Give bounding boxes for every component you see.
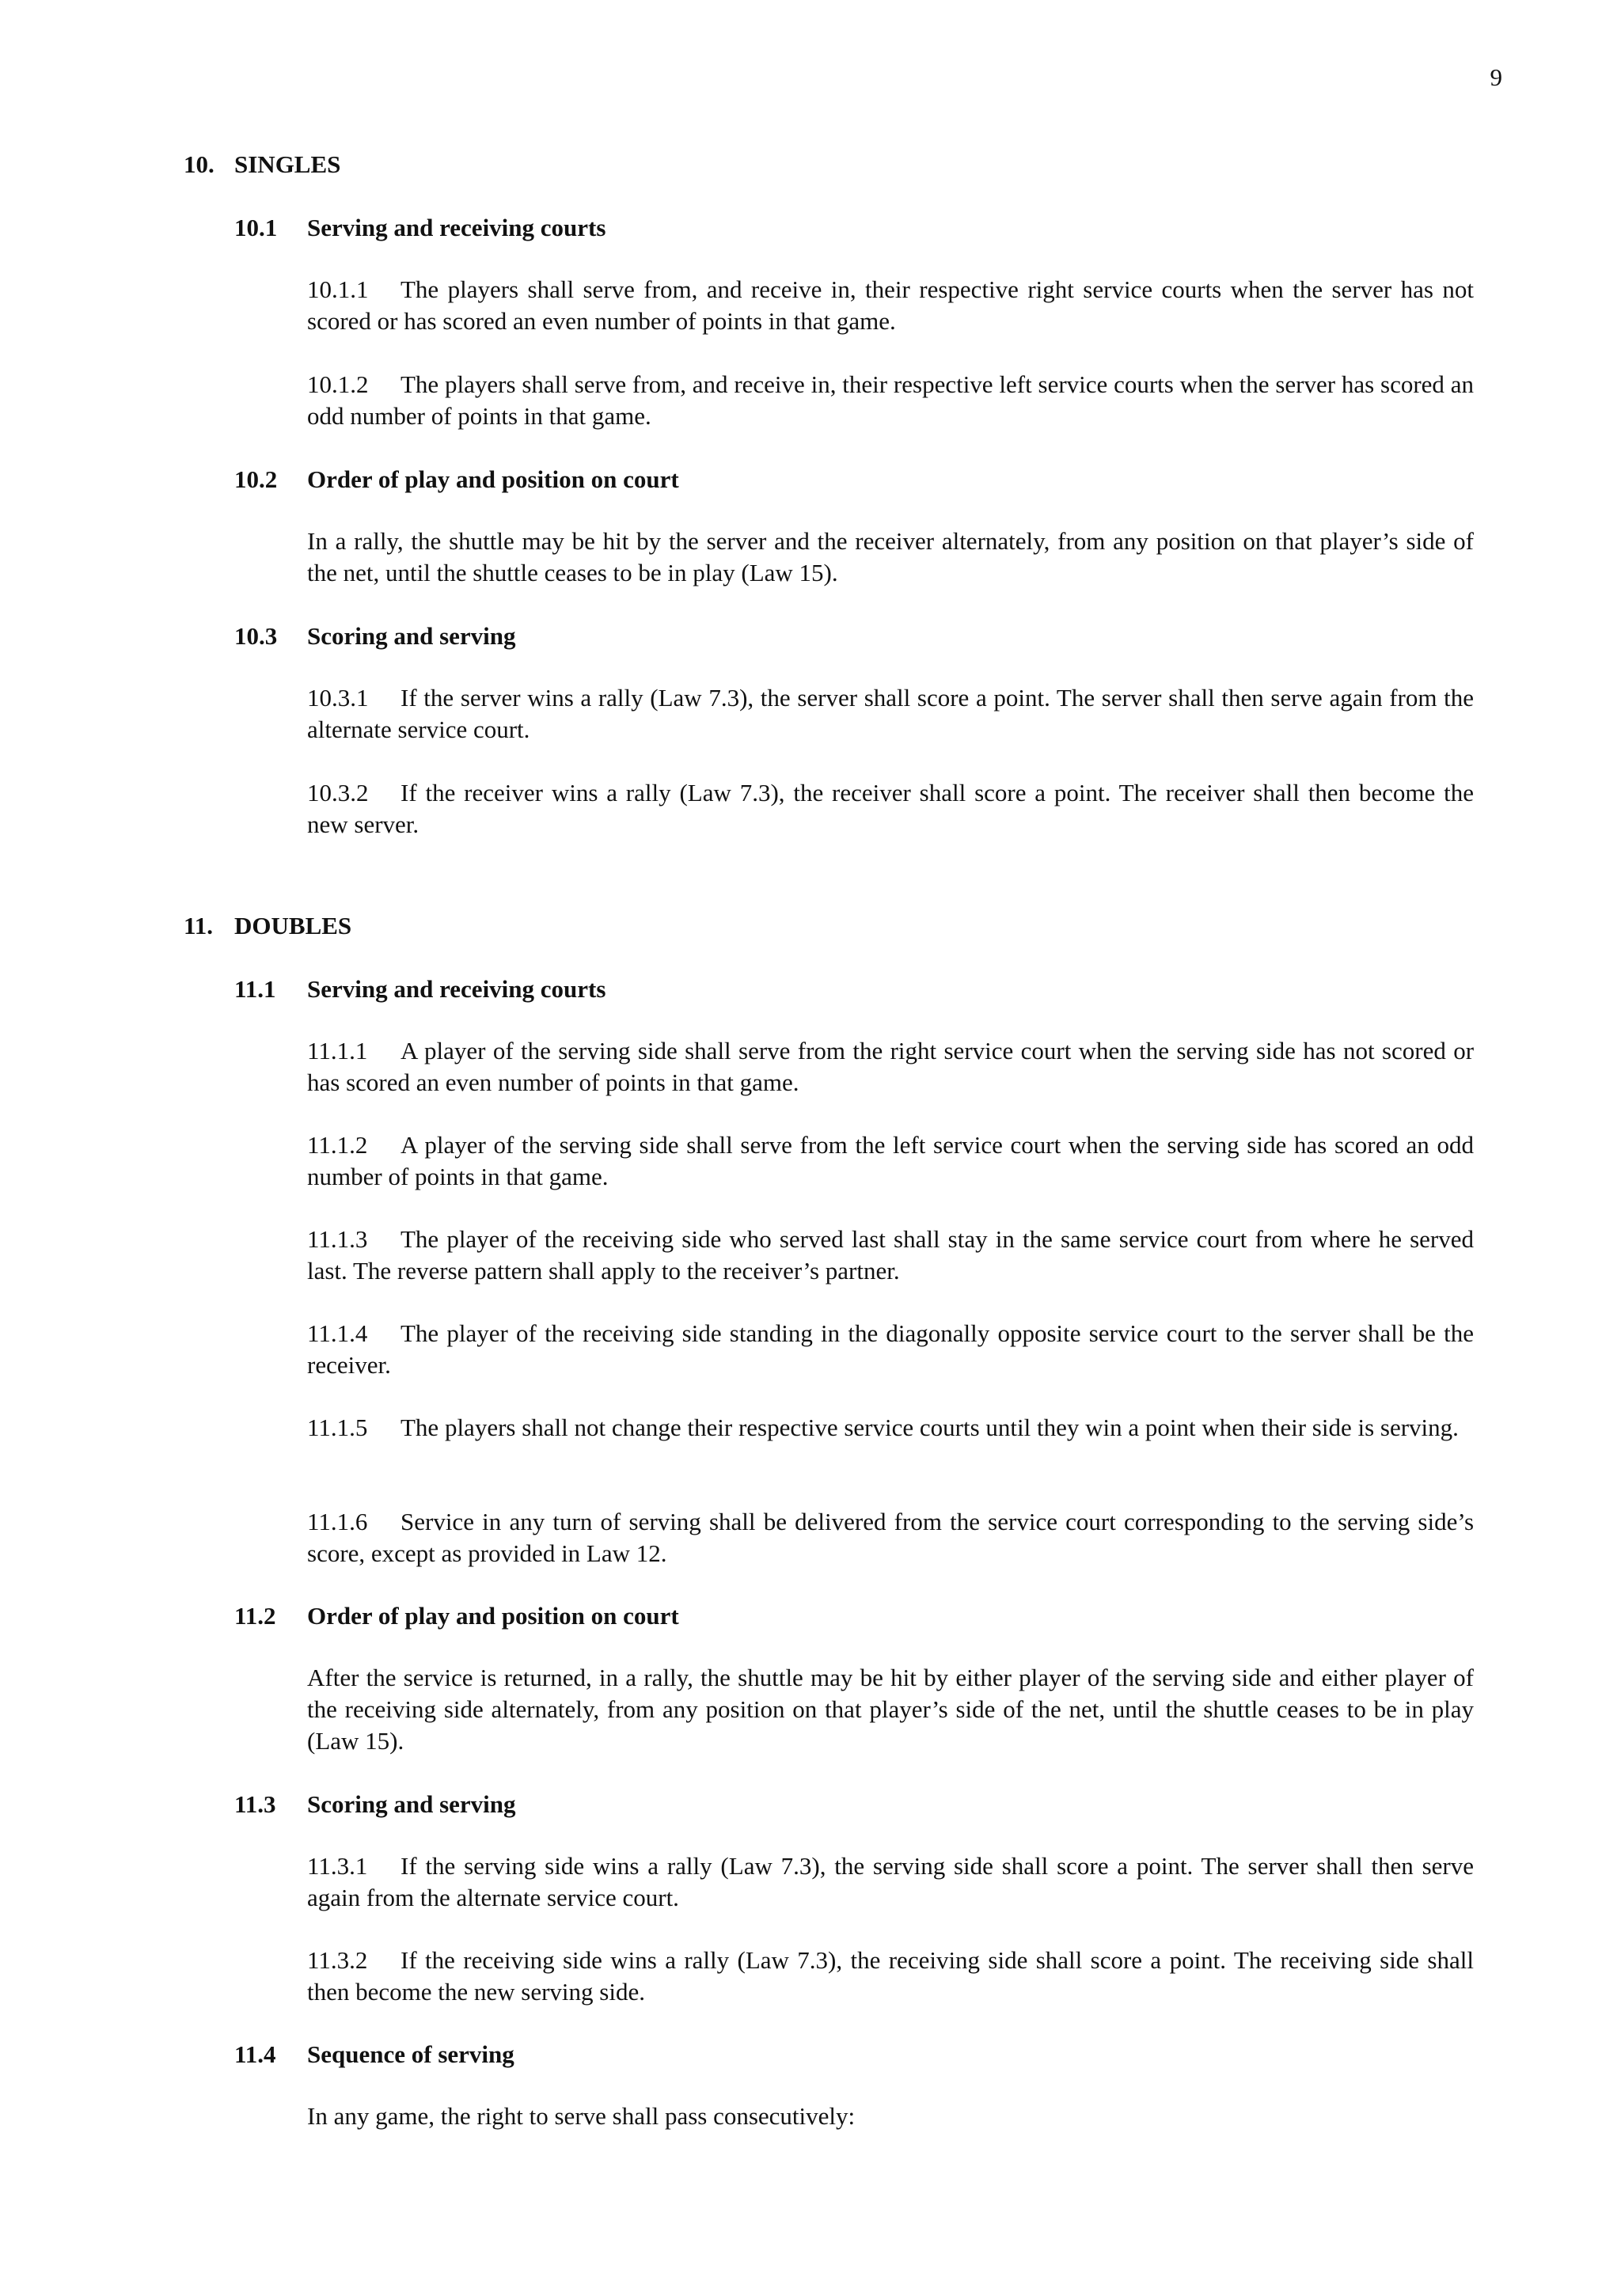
clause-11-1-6 — [307, 1506, 1474, 1569]
subsection-number: 11.3 — [234, 1790, 276, 1818]
section-title: DOUBLES — [234, 912, 352, 939]
clause-number: 11.1.1 — [307, 1037, 368, 1065]
clause-text: The players shall not change their respective service courts until they win a point when their side is serving. — [401, 1414, 1459, 1441]
clause-number: 10.3.2 — [307, 779, 369, 806]
subsection-title: Order of play and position on court — [307, 1602, 679, 1630]
clause-text: A player of the serving side shall serve from the right service court when the serving side has not scored or has scored an even number of points in that game. — [307, 1037, 1475, 1096]
subsection-title: Scoring and serving — [307, 1790, 516, 1818]
subsection-heading-10-3 — [234, 620, 516, 652]
clause-11-1-2 — [307, 1129, 1474, 1193]
subsection-number: 11.4 — [234, 2040, 276, 2068]
subsection-number: 11.1 — [234, 975, 276, 1003]
clause-11-1-5 — [307, 1412, 1474, 1444]
clause-number: 11.3.2 — [307, 1946, 368, 1974]
clause-number: 10.1.1 — [307, 275, 369, 303]
subsection-heading-10-1 — [234, 212, 606, 244]
paragraph-10-2: In a rally, the shuttle may be hit by the server and the receiver alternately, from any position on that player’s side of the net, until the shuttle ceases to be in play (Law 15). — [307, 527, 1475, 586]
section-title: SINGLES — [234, 150, 341, 178]
clause-number: 11.1.4 — [307, 1319, 368, 1347]
subsection-title: Order of play and position on court — [307, 465, 679, 493]
page-number: 9 — [1490, 63, 1502, 91]
section-number: 11. — [184, 912, 214, 939]
subsection-heading-10-2 — [234, 464, 679, 495]
clause-11-3-1 — [307, 1850, 1474, 1914]
clause-number: 11.1.2 — [307, 1131, 368, 1159]
clause-text: Service in any turn of serving shall be delivered from the service court corresponding to the serving side’s score, except as provided in Law 12. — [307, 1508, 1475, 1567]
clause-text: The player of the receiving side who served last shall stay in the same service court from where he served last. The reverse pattern shall apply to the receiver’s partner. — [307, 1225, 1475, 1285]
subsection-heading-11-3 — [234, 1789, 516, 1820]
clause-10-1-1 — [307, 274, 1474, 337]
clause-11-1-3 — [307, 1224, 1474, 1287]
subsection-title: Scoring and serving — [307, 622, 516, 650]
section-heading-singles — [184, 149, 340, 180]
clause-text: The player of the receiving side standing in the diagonally opposite service court to the server shall be the receiver. — [307, 1319, 1474, 1379]
clause-number: 10.1.2 — [307, 370, 369, 398]
clause-number: 10.3.1 — [307, 684, 369, 712]
subsection-number: 11.2 — [234, 1602, 276, 1630]
clause-11-3-2 — [307, 1945, 1474, 2008]
section-heading-doubles — [184, 910, 351, 942]
clause-10-3-2 — [307, 777, 1474, 841]
subsection-heading-11-2 — [234, 1600, 679, 1632]
clause-number: 11.1.5 — [307, 1414, 368, 1441]
subsection-title: Serving and receiving courts — [307, 214, 606, 241]
subsection-heading-11-4 — [234, 2039, 514, 2070]
clause-11-1-1 — [307, 1035, 1474, 1099]
clause-number: 11.1.3 — [307, 1225, 368, 1253]
clause-text: If the receiving side wins a rally (Law 7.3), the receiving side shall score a point. The receiving side shall then become the new serving side. — [307, 1946, 1474, 2006]
subsection-number: 10.2 — [234, 465, 278, 493]
clause-text: If the receiver wins a rally (Law 7.3), the receiver shall score a point. The receiver shall then become the new server. — [307, 779, 1475, 838]
subsection-title: Sequence of serving — [307, 2040, 514, 2068]
paragraph-11-2: After the service is returned, in a rally, the shuttle may be hit by either player of the serving side and either player of the receiving side alternately, from any position on that player’s side of the net, until the shuttle ceases to be in play (Law 15). — [307, 1664, 1475, 1755]
subsection-number: 10.3 — [234, 622, 278, 650]
clause-text: If the server wins a rally (Law 7.3), the server shall score a point. The server shall then serve again from the alternate service court. — [307, 684, 1474, 743]
subsection-number: 10.1 — [234, 214, 278, 241]
clause-number: 11.1.6 — [307, 1508, 368, 1535]
clause-11-1-4 — [307, 1318, 1474, 1381]
subsection-title: Serving and receiving courts — [307, 975, 606, 1003]
clause-text: A player of the serving side shall serve from the left service court when the serving side has scored an odd number of points in that game. — [307, 1131, 1474, 1190]
clause-10-3-1 — [307, 682, 1474, 746]
clause-text: The players shall serve from, and receive in, their respective left service courts when the server has scored an odd number of points in that game. — [307, 370, 1475, 430]
clause-number: 11.3.1 — [307, 1852, 368, 1880]
clause-text: If the serving side wins a rally (Law 7.3), the serving side shall score a point. The server shall then serve again from the alternate service court. — [307, 1852, 1475, 1911]
section-number: 10. — [184, 150, 214, 178]
clause-10-1-2 — [307, 369, 1474, 432]
clause-text: The players shall serve from, and receive in, their respective right service courts when the server has not scored or has scored an even number of points in that game. — [307, 275, 1475, 335]
subsection-heading-11-1 — [234, 973, 606, 1005]
paragraph-11-4: In any game, the right to serve shall pass consecutively: — [307, 2102, 856, 2130]
